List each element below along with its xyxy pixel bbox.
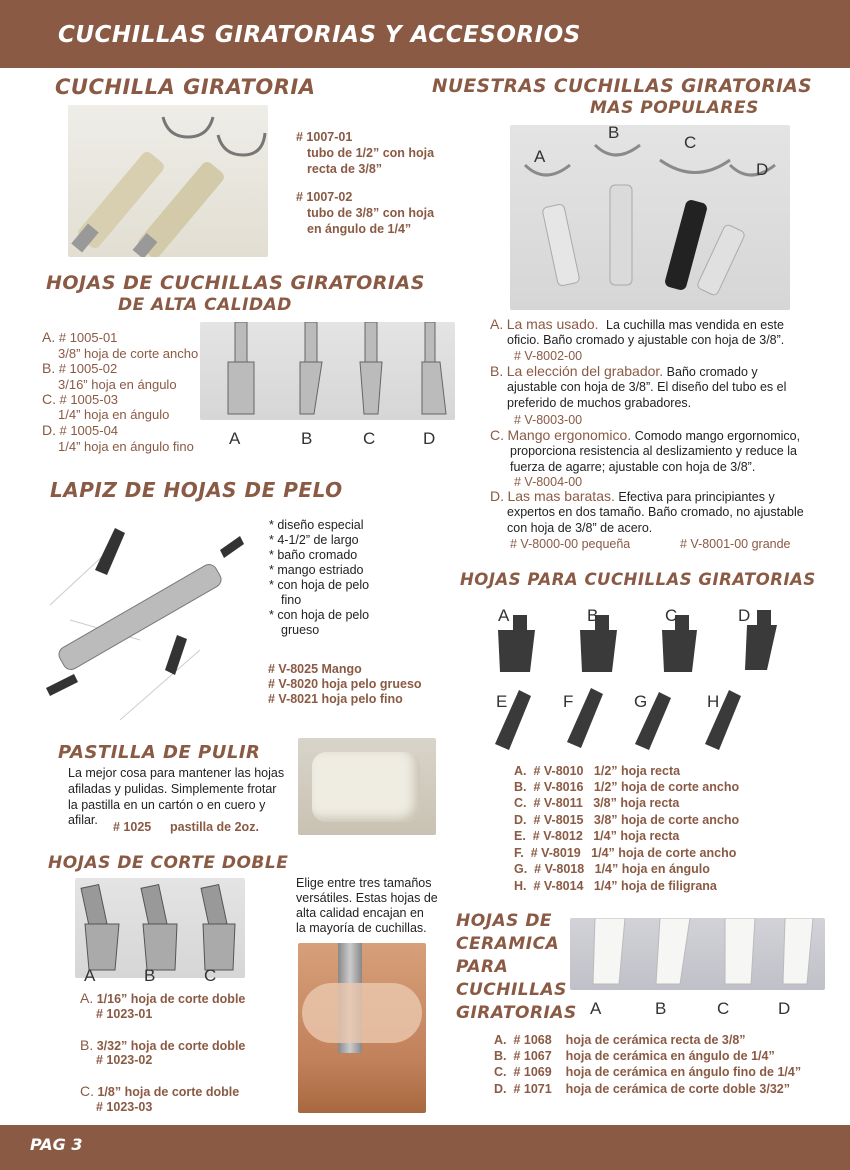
popular-title-1: NUESTRAS CUCHILLAS GIRATORIAS: [432, 76, 813, 97]
popular-item-c: C. Mango ergonomico. Comodo mango ergornomico,: [490, 427, 801, 443]
repl-item-h: H. # V-8014 1/4” hoja de filigrana: [514, 879, 717, 893]
double-item-a-code: # 1023-01: [96, 1007, 153, 1021]
hq-blades-photo: [200, 322, 455, 420]
ceramic-photo-label-b: B: [655, 999, 667, 1018]
hq-item-c-desc: 1/4” hoja en ángulo: [58, 407, 170, 422]
ceramic-photo-label-a: A: [590, 999, 602, 1018]
hq-blades-title-1: HOJAS DE CUCHILLAS GIRATORIAS: [46, 272, 425, 294]
double-item-b-code: # 1023-02: [96, 1053, 153, 1067]
popular-item-c-desc2: fuerza de agarre; ajustable con hoja de 3/8”.: [510, 460, 756, 474]
hq-photo-label-c: C: [363, 429, 376, 448]
repl-photo-label-b: B: [587, 606, 599, 625]
ceramic-title-5: GIRATORIAS: [456, 1003, 577, 1023]
swivel-desc-1b: recta de 3/8”: [307, 162, 383, 176]
hair-feature-5: * con hoja de pelo: [269, 578, 370, 592]
double-intro-2: versátiles. Estas hojas de: [296, 891, 438, 905]
strop-title: PASTILLA DE PULIR: [58, 742, 261, 763]
hair-feature-4: * mango estriado: [269, 563, 364, 577]
strop-desc-2: afiladas y pulidas. Simplemente frotar: [68, 782, 277, 796]
hair-feature-1: * diseño especial: [269, 518, 364, 532]
double-item-c-code: # 1023-03: [96, 1100, 153, 1114]
repl-item-b: B. # V-8016 1/2” hoja de corte ancho: [514, 780, 740, 794]
popular-knives-photo: [510, 125, 790, 310]
hair-feature-2: * 4-1/2” de largo: [269, 533, 359, 547]
swivel-knife-photo: [68, 105, 268, 257]
popular-item-d-code1: # V-8000-00 pequeña: [510, 537, 631, 551]
popular-item-c-desc1: proporciona resistencia al deslizamiento y reduce la: [510, 444, 797, 458]
hair-feature-6b: grueso: [281, 623, 320, 637]
popular-item-d-desc1: expertos en dos tamaño. Baño cromado, no ajustable: [507, 505, 804, 519]
footer-band: [0, 1125, 850, 1170]
hq-photo-label-d: D: [423, 429, 436, 448]
repl-photo-label-c: C: [665, 606, 678, 625]
hq-item-d-desc: 1/4” hoja en ángulo fino: [58, 439, 194, 454]
swivel-code-2: # 1007-02: [296, 190, 353, 204]
strop-desc-1: La mejor cosa para mantener las hojas: [68, 766, 285, 780]
double-photo-label-a: A: [84, 966, 96, 985]
hq-item-c: C. # 1005-03: [42, 391, 119, 407]
hair-code-3: # V-8021 hoja pelo fino: [268, 692, 403, 706]
double-photo-label-b: B: [144, 966, 156, 985]
double-intro-1: Elige entre tres tamaños: [296, 876, 432, 890]
repl-item-a: A. # V-8010 1/2” hoja recta: [514, 764, 681, 778]
double-usage-photo: [298, 943, 426, 1113]
strop-code-desc: pastilla de 2oz.: [170, 820, 259, 834]
repl-item-c: C. # V-8011 3/8” hoja recta: [514, 796, 680, 810]
popular-item-b-desc2: preferido de muchos grabadores.: [507, 396, 692, 410]
ceramic-photo-label-d: D: [778, 999, 791, 1018]
double-intro-4: la mayoría de cuchillas.: [296, 921, 427, 935]
double-photo-label-c: C: [204, 966, 217, 985]
ceramic-item-b: B. # 1067 hoja de cerámica en ángulo de 1/4”: [494, 1049, 775, 1063]
repl-item-e: E. # V-8012 1/4” hoja recta: [514, 829, 680, 843]
popular-item-b-code: # V-8003-00: [514, 413, 583, 427]
ceramic-photo-label-c: C: [717, 999, 730, 1018]
popular-item-d-code2: # V-8001-00 grande: [680, 537, 791, 551]
repl-item-g: G. # V-8018 1/4” hoja en ángulo: [514, 862, 710, 876]
popular-photo-label-d: D: [756, 160, 769, 179]
hq-item-d: D. # 1005-04: [42, 422, 119, 438]
strop-photo: [298, 738, 436, 835]
swivel-code-1: # 1007-01: [296, 130, 353, 144]
hair-title: LAPIZ DE HOJAS DE PELO: [50, 478, 343, 502]
page-title: CUCHILLAS GIRATORIAS Y ACCESORIOS: [58, 22, 581, 48]
hq-item-a: A. # 1005-01: [42, 329, 118, 345]
hq-item-a-desc: 3/8” hoja de corte ancho: [58, 346, 199, 361]
double-intro-3: alta calidad encajan en: [296, 906, 424, 920]
popular-photo-label-c: C: [684, 133, 697, 152]
hair-pencil-photo: [40, 510, 260, 725]
double-title: HOJAS DE CORTE DOBLE: [48, 853, 289, 873]
hq-blades-title-2: DE ALTA CALIDAD: [118, 295, 292, 315]
repl-photo-label-d: D: [738, 606, 751, 625]
ceramic-photo: [570, 918, 825, 990]
popular-photo-label-a: A: [534, 147, 546, 166]
swivel-desc-2b: en ángulo de 1/4”: [307, 222, 412, 236]
strop-code: # 1025: [113, 820, 152, 834]
ceramic-item-c: C. # 1069 hoja de cerámica en ángulo fino de 1/4”: [494, 1065, 802, 1079]
hair-code-1: # V-8025 Mango: [268, 662, 362, 676]
hq-photo-label-b: B: [301, 429, 313, 448]
hq-item-b: B. # 1005-02: [42, 360, 118, 376]
ceramic-title-2: CERAMICA: [456, 934, 560, 954]
repl-photo-label-f: F: [563, 692, 574, 711]
double-blades-photo: [75, 878, 245, 978]
repl-photo-label-e: E: [496, 692, 508, 711]
hair-feature-3: * baño cromado: [269, 548, 358, 562]
hq-photo-label-a: A: [229, 429, 241, 448]
double-item-b: B. 3/32” hoja de corte doble: [80, 1037, 246, 1053]
popular-item-b-desc1: ajustable con hoja de 3/8”. El diseño del tubo es el: [507, 380, 787, 394]
repl-photo-label-h: H: [707, 692, 720, 711]
ceramic-item-d: D. # 1071 hoja de cerámica de corte doble 3/32”: [494, 1082, 790, 1096]
strop-desc-4: afilar.: [68, 813, 98, 827]
popular-item-a: A. La mas usado. La cuchilla mas vendida en este: [490, 316, 784, 332]
strop-desc-3: la pastilla en un cartón o en cuero y: [68, 798, 266, 812]
swivel-title: CUCHILLA GIRATORIA: [55, 75, 316, 99]
repl-item-d: D. # V-8015 3/8” hoja de corte ancho: [514, 813, 740, 827]
ceramic-title-1: HOJAS DE: [456, 911, 553, 931]
replacement-title: HOJAS PARA CUCHILLAS GIRATORIAS: [460, 570, 816, 589]
hair-feature-6: * con hoja de pelo: [269, 608, 370, 622]
swivel-desc-2a: tubo de 3/8” con hoja: [307, 206, 435, 220]
popular-item-d: D. Las mas baratas. Efectiva para principiantes y: [490, 488, 775, 504]
hq-item-b-desc: 3/16” hoja en ángulo: [58, 377, 177, 392]
hair-code-2: # V-8020 hoja pelo grueso: [268, 677, 422, 691]
popular-item-c-code: # V-8004-00: [514, 475, 583, 489]
ceramic-item-a: A. # 1068 hoja de cerámica recta de 3/8”: [494, 1033, 746, 1047]
popular-item-d-desc2: con hoja de 3/8” de acero.: [507, 521, 653, 535]
swivel-desc-1a: tubo de 1/2” con hoja: [307, 146, 435, 160]
ceramic-title-3: PARA: [456, 957, 509, 977]
hair-feature-5b: fino: [281, 593, 302, 607]
ceramic-title-4: CUCHILLAS: [456, 980, 567, 1000]
double-item-a: A. 1/16” hoja de corte doble: [80, 990, 246, 1006]
repl-item-f: F. # V-8019 1/4” hoja de corte ancho: [514, 846, 737, 860]
popular-item-a-desc: oficio. Baño cromado y ajustable con hoja de 3/8”.: [507, 333, 785, 347]
popular-title-2: MAS POPULARES: [590, 98, 759, 118]
repl-photo-label-a: A: [498, 606, 510, 625]
popular-item-b: B. La elección del grabador. Baño cromado y: [490, 363, 758, 379]
repl-photo-label-g: G: [634, 692, 648, 711]
double-item-c: C. 1/8” hoja de corte doble: [80, 1083, 240, 1099]
popular-item-a-code: # V-8002-00: [514, 349, 583, 363]
page-number: PAG 3: [30, 1135, 83, 1154]
popular-photo-label-b: B: [608, 123, 620, 142]
